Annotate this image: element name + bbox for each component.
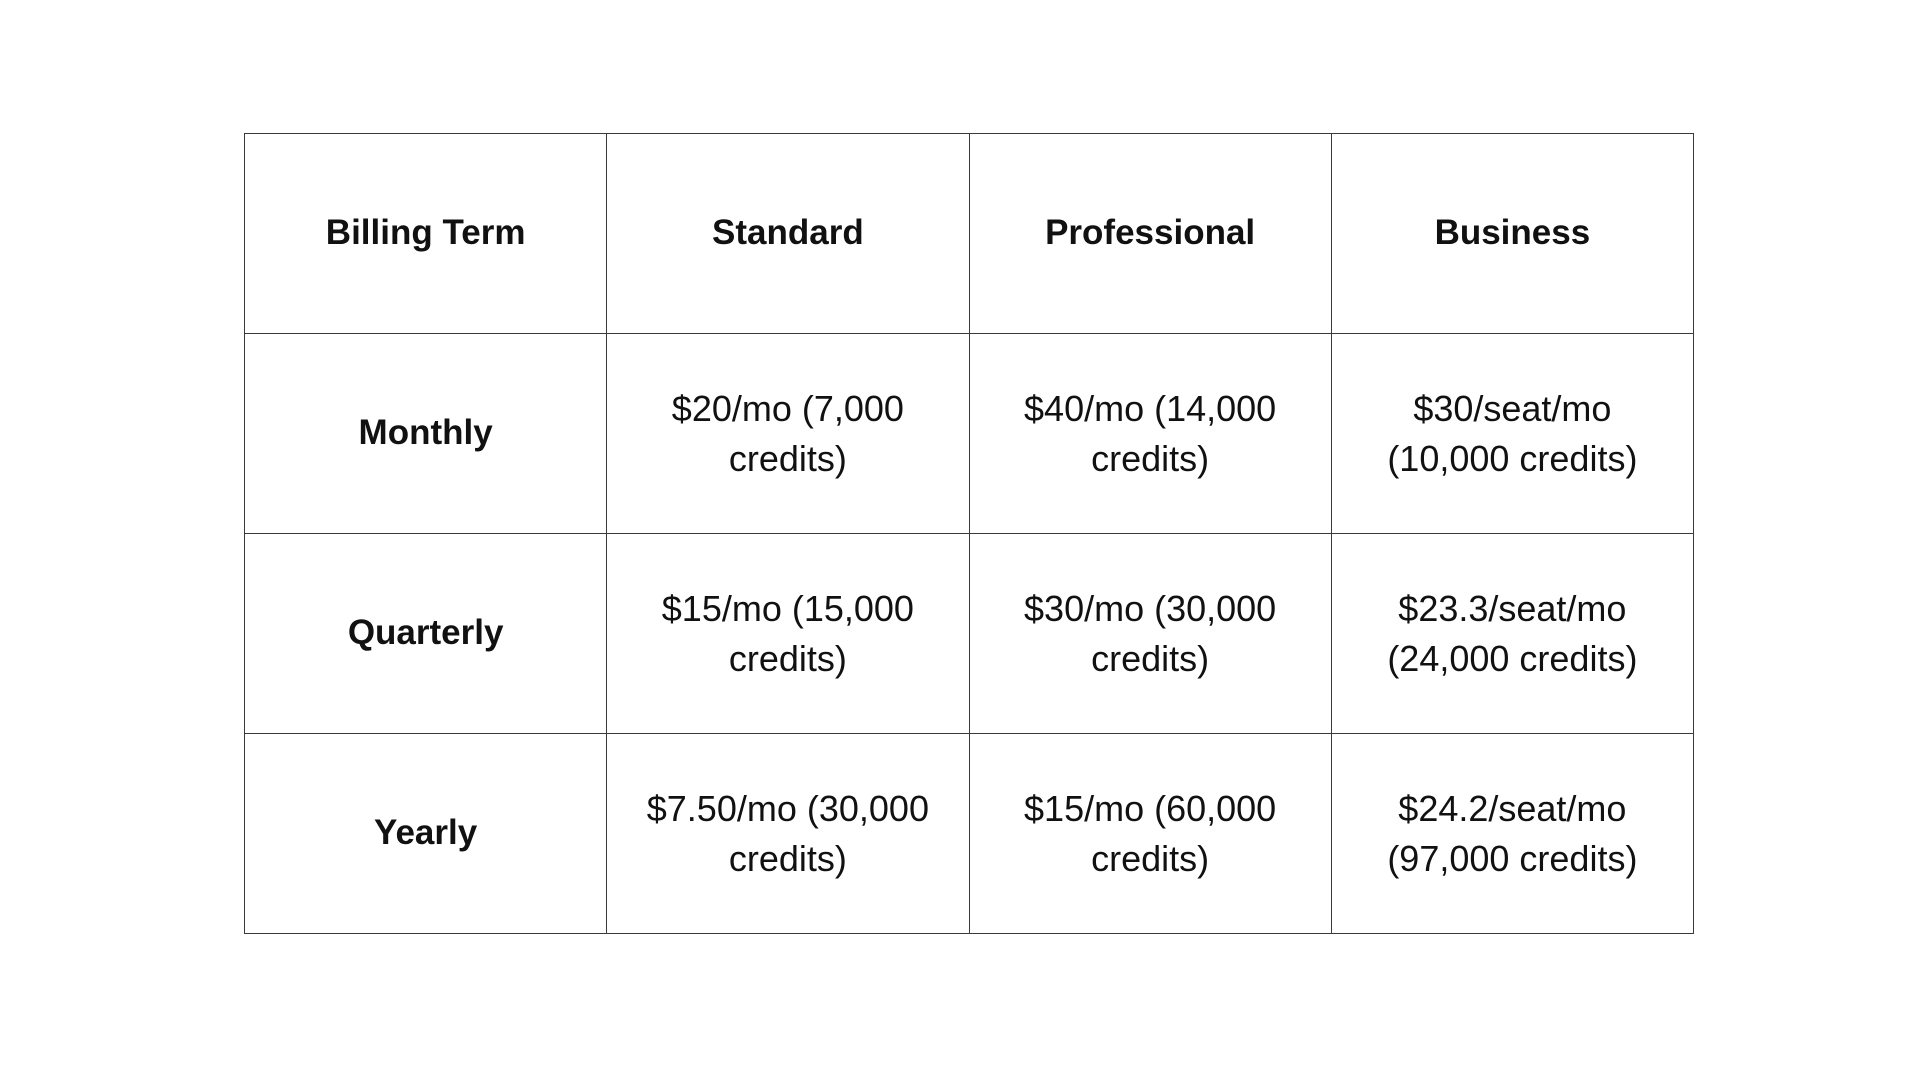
professional-price-cell: $40/mo (14,000 credits) (969, 334, 1331, 534)
pricing-table (244, 133, 1694, 934)
professional-price-cell: $15/mo (60,000 credits) (969, 734, 1331, 934)
header-row (245, 134, 1694, 334)
standard-price-cell: $20/mo (7,000 credits) (607, 334, 969, 534)
header-standard: Standard (607, 134, 969, 334)
professional-price-cell: $30/mo (30,000 credits) (969, 534, 1331, 734)
standard-price-cell: $15/mo (15,000 credits) (607, 534, 969, 734)
header-professional: Professional (969, 134, 1331, 334)
standard-price-cell: $7.50/mo (30,000 credits) (607, 734, 969, 934)
billing-term-cell: Monthly (245, 334, 607, 534)
table-row (245, 334, 1694, 534)
header-business: Business (1331, 134, 1693, 334)
business-price-cell: $23.3/seat/mo (24,000 credits) (1331, 534, 1693, 734)
header-billing-term: Billing Term (245, 134, 607, 334)
billing-term-cell: Yearly (245, 734, 607, 934)
table-row (245, 734, 1694, 934)
business-price-cell: $24.2/seat/mo (97,000 credits) (1331, 734, 1693, 934)
billing-term-cell: Quarterly (245, 534, 607, 734)
table-header (245, 134, 1694, 334)
table-row (245, 534, 1694, 734)
table-body (245, 334, 1694, 934)
business-price-cell: $30/seat/mo (10,000 credits) (1331, 334, 1693, 534)
